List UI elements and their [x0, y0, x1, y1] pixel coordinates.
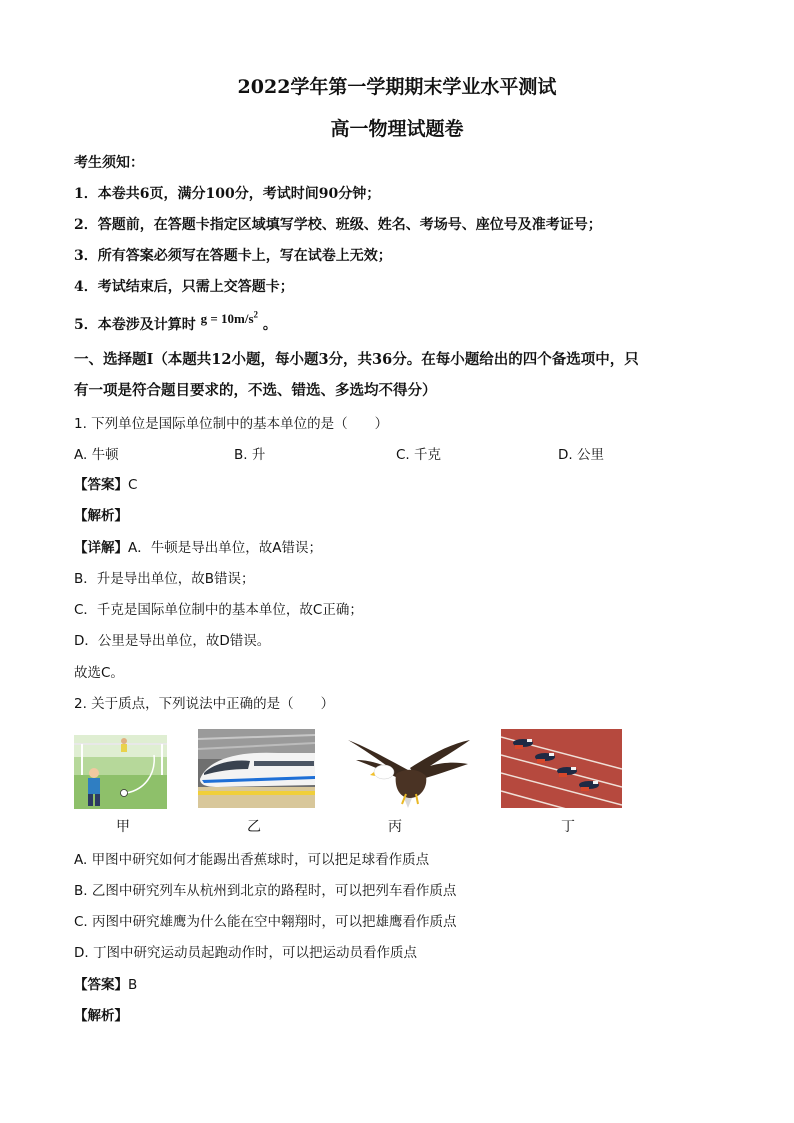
q1-option-a: A. 牛顿 — [74, 447, 119, 463]
section-1-heading: 一、选择题Ⅰ（本题共12小题，每小题3分，共36分。在每小题给出的四个备选项中，只 — [74, 351, 639, 368]
sprint-figure — [501, 729, 622, 808]
q2-answer-value: B — [128, 977, 138, 993]
q1-conclusion: 故选C。 — [74, 665, 124, 681]
q1-detail-1-text: A．牛顿是导出单位，故A错误； — [128, 540, 322, 556]
caption-bing: 丙 — [388, 819, 402, 835]
q2-option-d: D. 丁图中研究运动员起跑动作时，可以把运动员看作质点 — [74, 945, 417, 961]
answer-tag: 【答案】 — [74, 477, 128, 493]
q1-option-d: D. 公里 — [558, 447, 604, 463]
q1-analysis-tag: 【解析】 — [74, 508, 128, 524]
caption-jia: 甲 — [116, 819, 130, 835]
section-1-heading-cont: 有一项是符合题目要求的，不选、错选、多选均不得分） — [74, 382, 437, 399]
gravity-formula — [201, 311, 258, 326]
q2-analysis-tag: 【解析】 — [74, 1008, 128, 1024]
q1-answer — [74, 473, 137, 493]
notice-item-2: 2．答题前，在答题卡指定区域填写学校、班级、姓名、考场号、座位号及准考证号； — [74, 217, 602, 233]
question-1-stem: 1. 下列单位是国际单位制中的基本单位的是（ ） — [74, 416, 389, 432]
eagle-figure — [346, 732, 473, 809]
answer-tag: 【答案】 — [74, 977, 128, 993]
notice-item-1: 1．本卷共6页，满分100分，考试时间90分钟； — [74, 186, 381, 202]
q2-option-a: A. 甲图中研究如何才能踢出香蕉球时，可以把足球看作质点 — [74, 852, 430, 868]
soccer-figure — [74, 735, 167, 809]
q1-detail-4: D．公里是导出单位，故D错误。 — [74, 633, 271, 649]
gravity-formula-exponent: 2 — [253, 309, 259, 320]
q2-option-b: B. 乙图中研究列车从杭州到北京的路程时，可以把列车看作质点 — [74, 883, 457, 899]
exam-title: 2022学年第一学期期末学业水平测试 — [237, 76, 557, 98]
q2-option-c: C. 丙图中研究雄鹰为什么能在空中翱翔时，可以把雄鹰看作质点 — [74, 914, 457, 930]
gravity-formula-base: g = 10m/s — [200, 311, 254, 326]
caption-yi: 乙 — [247, 819, 261, 835]
q2-answer — [74, 973, 137, 993]
q1-option-c: C. 千克 — [396, 447, 442, 463]
notice-item-3: 3．所有答案必须写在答题卡上，写在试卷上无效； — [74, 248, 392, 264]
q1-option-b: B. 升 — [234, 447, 266, 463]
q1-detail-2: B．升是导出单位，故B错误； — [74, 571, 255, 587]
train-figure — [198, 729, 315, 808]
q1-detail-3: C．千克是国际单位制中的基本单位，故C正确； — [74, 602, 363, 618]
question-2-stem: 2. 关于质点，下列说法中正确的是（ ） — [74, 696, 335, 712]
caption-ding: 丁 — [561, 819, 575, 835]
exam-subtitle: 高一物理试题卷 — [330, 118, 464, 140]
detail-tag: 【详解】 — [74, 540, 128, 556]
notice-item-5 — [74, 309, 277, 334]
notice-item-5-text: 5．本卷涉及计算时 — [74, 317, 196, 333]
q1-answer-value: C — [128, 477, 138, 493]
notice-item-5-end: 。 — [262, 317, 277, 333]
q1-detail-1 — [74, 536, 322, 556]
notice-item-4: 4．考试结束后，只需上交答题卡； — [74, 279, 294, 295]
notice-heading: 考生须知： — [74, 155, 144, 171]
